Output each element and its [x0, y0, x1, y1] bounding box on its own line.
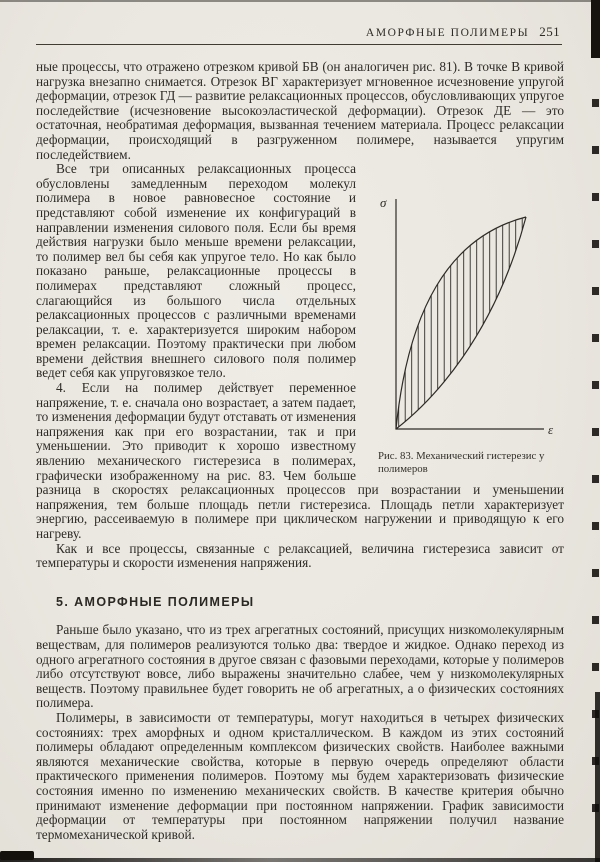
scan-artifact-bottom-edge [0, 858, 600, 862]
running-head [36, 24, 560, 40]
running-title: АМОРФНЫЕ ПОЛИМЕРЫ [365, 27, 530, 39]
header-rule [36, 44, 562, 45]
scan-artifact-right-bottom [595, 692, 600, 862]
scan-artifact-top-edge [0, 0, 600, 2]
paragraph-3: 4. Если на полимер действует переменное напряжение, т. е. сначала оно возрастает, а затем падает, то изменения деформации будут отставать от изменения напряжения как при его возрастании, так и при уменьшении. Это приводит к хорошо известному явлению механического гистерезиса в полимерах, графически изображенному на рис. 83. Чем больше разница в скоростях релаксационных процессов при возрастании и уменьшении напряжения, тем больше площадь петли гистерезиса. Площадь петли характеризует энергию, рассеиваемую в полимере при циклическом нагружении и приводящую к его нагреву. [36, 380, 564, 541]
paragraph-2-text: Все три описанных релаксационных процесса обусловлены замедленным переходом молекул полимера в новое равновесное состояние и представляют собой изменение их конфигураций в направлении изменения силового поля. Если бы время действия нагрузки было меньше времени релаксации, то полимер вел бы себя как упругое тело. Но как было показано раньше, релаксационные процессы в полимерах представляют сложный процесс, слагающийся из большого числа отдельных релаксационных процессов с различными временами релаксации, т. е. характеризуется широким набором времен релаксации. Поэтому практически при любом времени действия внешнего силового поля полимер ведет себя как упруговязкое тело. [36, 161, 356, 381]
page-number: 251 [539, 24, 560, 39]
scan-artifact-bottom-left [0, 851, 34, 860]
figure-83 [368, 191, 564, 476]
scan-artifact-right-dashes [592, 60, 599, 850]
paragraph-4: Как и все процессы, связанные с релаксацией, величина гистерезиса зависит от температуры и скорости изменения напряжения. [36, 540, 564, 571]
scan-artifact-top-right [591, 0, 600, 58]
paragraph-6: Полимеры, в зависимости от температуры, могут находиться в четырех физических состояниях: трех аморфных и одном кристаллическом. В каждом из этих состояний полимеры обладают определенным комплексом физических свойств. Наиболее важными являются механические свойства, которые в первую очередь определяют области практического применения полимеров. Поэтому мы будем характеризовать физические состояния именно по изменению механических свойств. В качестве критерия обычно принимают изменение деформации при постоянном напряжении. График зависимости деформации от температуры при постоянном напряжении получил название термомеханической кривой. [36, 709, 564, 842]
page-body [36, 60, 564, 842]
hysteresis-graph [376, 191, 562, 443]
epsilon-axis-label: ε [548, 422, 554, 438]
hysteresis-loop-fill [396, 217, 526, 429]
figure-83-caption: Рис. 83. Механический гистерезис у полимеров [378, 450, 545, 476]
section-heading: 5. АМОРФНЫЕ ПОЛИМЕРЫ [56, 594, 255, 609]
paragraph-5: Раньше было указано, что из трех агрегатных состояний, присущих низкомолекулярным веществам, для полимеров реализуются только два: твердое и жидкое. Однако переход из одного агрегатного состояния в другое связан с фазовыми переходами, которые у полимеров либо отсутствуют вовсе, либо выражены значительно слабее, чем у низкомолекулярных веществ. Поэтому правильнее будет говорить не об агрегатных, а о физических состояниях полимера. [36, 622, 564, 711]
paragraph-1: ные процессы, что отражено отрезком кривой БВ (он аналогичен рис. 81). В точке В кривой нагрузка внезапно снимается. Отрезок ВГ характеризует мгновенное исчезновение упругой деформации, отрезок ГД — развитие релаксационных процессов, обусловливающих упругое последействие (исчезновение высокоэластической деформации). Отрезок ДЕ — это остаточная, необратимая деформация, вызванная течением материала. Процесс релаксации деформации, происходящий в разгруженном полимере, называется упругим последействием. [36, 59, 564, 162]
sigma-axis-label: σ [380, 195, 387, 211]
